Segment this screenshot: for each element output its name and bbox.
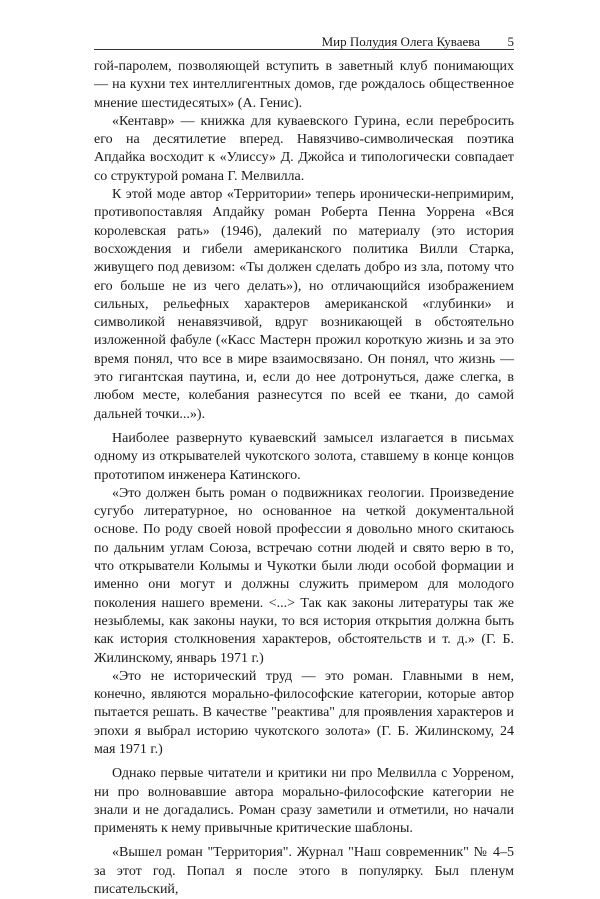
- paragraph: «Это не исторический труд — это роман. Главными в нем, конечно, являются морально-философские категории, которые автор пытается решать. В качестве "реактива" для проявления характеров и эпохи я выбрал историю чукотского золота» (Г. Б. Жилинскому, 24 мая 1971 г.): [94, 668, 514, 757]
- paragraph: «Кентавр» — книжка для куваевского Гурина, если перебросить его на десятилетие вперед. Навязчиво-символическая поэтика Апдайка восходит к «Улиссу» Д. Джойса и типологически совпадает со структурой романа Г. Мелвилла.: [94, 113, 514, 184]
- page-number: 5: [507, 34, 514, 49]
- paragraph: К этой моде автор «Территории» теперь иронически-непримирим, противопоставляя Апдайку роман Роберта Пенна Уоррена «Вся королевская рать» (1946), далекий по материалу (это история восхождения и гибели американского политика Вилли Старка, живущего под девизом: «Ты должен сделать добро из зла, потому что его больше не из чего делать»), но отличающийся изображением сильных, рельефных характеров американской «глубинки» и символикой ненавязчивой, вдруг возникающей в обстоятельно изложенной фабуле («Касс Мастерн прожил короткую жизнь и за это время понял, что все в мире взаимосвязано. Он понял, что жизнь — это гигантская паутина, и, если до нее дотронуться, даже слегка, в любом месте, колебания разнесутся по всей ее ткани, до самой дальней точки...»).: [94, 187, 514, 422]
- paragraph: Наиболее развернуто куваевский замысел излагается в письмах одному из открывателей чукотского золота, ставшему в конце концов прототипом инженера Катинского.: [94, 430, 514, 483]
- paragraph: гой-паролем, позволяющей вступить в заветный клуб понимающих — на кухни тех интеллигентных домов, где рождалось общественное мнение шестидесятых» (А. Генис).: [94, 59, 514, 111]
- body-text: [94, 58, 514, 899]
- paragraph: Однако первые читатели и критики ни про Мелвилла с Уорреном, ни про волновавшие автора морально-философские категории не знали и не догадались. Роман сразу заметили и отметили, но начали применять к нему привычные критические шаблоны.: [94, 766, 514, 837]
- paragraph: «Это должен быть роман о подвижниках геологии. Произведение сугубо литературное, но основанное на четкой документальной основе. По роду своей новой профессии я довольно много скитаюсь по дальним углам Союза, встречаю сотни людей и свято верю в то, что открыватели Колымы и Чукотки были люди особой формации и именно они могут и должны служить примером для молодого поколения нашего времени. <...> Так как законы литературы так же незыблемы, как законы науки, то вся история открытия должна быть как история столкновения характеров, обстоятельств и т. д.» (Г. Б. Жилинскому, январь 1971 г.): [94, 485, 514, 666]
- page-header: [94, 34, 514, 48]
- running-title: Мир Полудия Олега Куваева: [321, 34, 480, 49]
- paragraph: «Вышел роман "Территория". Журнал "Наш современник" № 4–5 за этот год. Попал я после этого в популярку. Был пленум писательский,: [94, 845, 514, 898]
- header-rule: [94, 49, 514, 50]
